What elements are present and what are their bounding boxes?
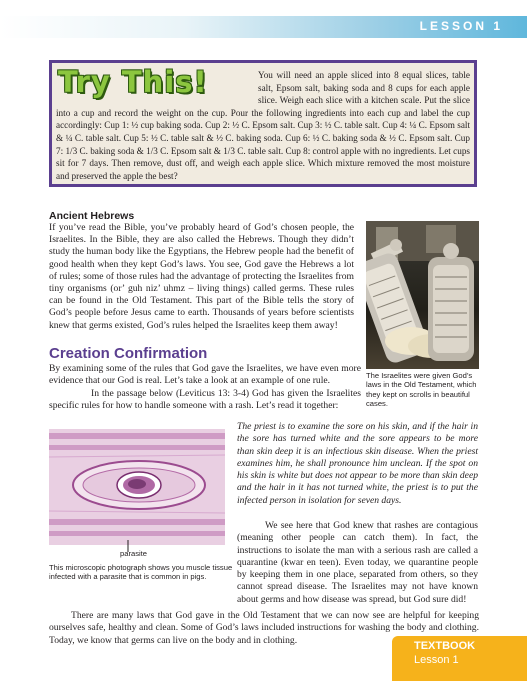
micro-photo-caption: This microscopic photograph shows you muscle tissue infected with a parasite that is common in pigs. [49,563,233,582]
torah-scroll-illustration [366,221,479,369]
torah-scroll-photo [366,221,479,369]
microscopic-photo [49,429,225,545]
lesson-header-bar [0,16,527,38]
try-this-box [49,60,477,187]
ancient-hebrews-text: If you’ve read the Bible, you’ve probably heard of God’s chosen people, the Israelites. In the Bible, they are also called the Hebrews. Though they didn’t study the human body like the Egyptians, the Hebrew people had the benefit of good health when they kept God’s laws. You see, God gave the Hebrews a lot of rules; some of those rules had the advantage of protecting the Israelites from tiny organisms (or’ guh niz’ uhmz – living things) called germs. These rules can be found in the Old Testament. This part of the Bible tells the story of God’s people before Jesus came to earth. Thousands of years before scientists knew that germs existed, God’s rules helped the Israelites keep them away! [49,222,354,331]
parasite-label: parasite [120,549,148,558]
creation-confirmation-heading: Creation Confirmation [49,345,208,362]
creation-confirmation-text [49,363,361,413]
creation-paragraph-1: By examining some of the rules that God gave the Israelites, we have even more evidence that our God is real. Let’s take a look at an example of one rule. [49,363,361,387]
muscle-tissue-illustration [49,429,225,545]
laws-text: There are many laws that God gave in the Old Testament that we can now see are helpful for keeping ourselves safe, healthy and clean. Some of God’s laws included instructions for washing the body and clothing. Today, we know that germs can live on the body and in clothing. [49,610,479,646]
lesson-label: LESSON 1 [419,19,503,33]
textbook-tab [392,636,527,681]
contagious-paragraph [237,520,478,606]
contagious-text: We see here that God knew that rashes are contagious (meaning other people can catch them). In fact, the instructions to isolate the man with a serious rash are called a quarantine (kwar en teen). Even today, we quarantine people by keeping them in one place, separated from others, so they cannot spread disease. The Israelites may not have known about germs and how disease was spread, but God sure did! [237,520,478,605]
creation-paragraph-2: In the passage below (Leviticus 13: 3-4) God has given the Israelites specific rules for how to handle someone with a rash. Let’s read it together: [49,387,361,412]
try-this-title: Try This! [58,65,208,99]
textbook-tab-label: TEXTBOOK [414,640,476,652]
scroll-photo-caption: The Israelites were given God’s laws in the Old Testament, which they kept on scrolls in beautiful cases. [366,371,477,409]
try-this-text: You will need an apple sliced into 8 equal slices, table salt, Epsom salt, baking soda and 8 cups for each apple slice. Weigh each slice with a kitchen scale. Put the slice into a cup and record the weight on the cup. Pour the following ingredients into each cup and label the cup accordingly: Cup 1: ½ cup baking soda. Cup 2: ½ C. Epsom salt. Cup 3: ½ C. table salt. Cup 4: ¼ C. Epsom salt & ¼ C. table salt. Cup 5: ½ C. table salt & ½ C. baking soda. Cup 6: ½ C. baking soda & ½ C. Epsom salt. Cup 7: 1/3 C. baking soda & 1/3 C. Epsom salt & 1/3 C. table salt. Cup 8: control apple with no ingredients. Let cups sit for 7 days. Then remove, dust off, and weigh each apple slice. Which mixture removed the most moisture and preserved the apple the best? [56,70,470,181]
ancient-hebrews-heading: Ancient Hebrews [49,210,135,222]
textbook-tab-lesson: Lesson 1 [414,654,459,666]
leviticus-quote: The priest is to examine the sore on his skin, and if the hair in the sore has turned white and the sore appears to be more than skin deep it is an infectious skin disease. When the priest examines him, he shall pronounce him unclean. If the spot on his skin is white but does not appear to be more than skin deep and the hair in it has not turned white, the priest is to put the infected person in isolation for seven days. [237,421,478,506]
